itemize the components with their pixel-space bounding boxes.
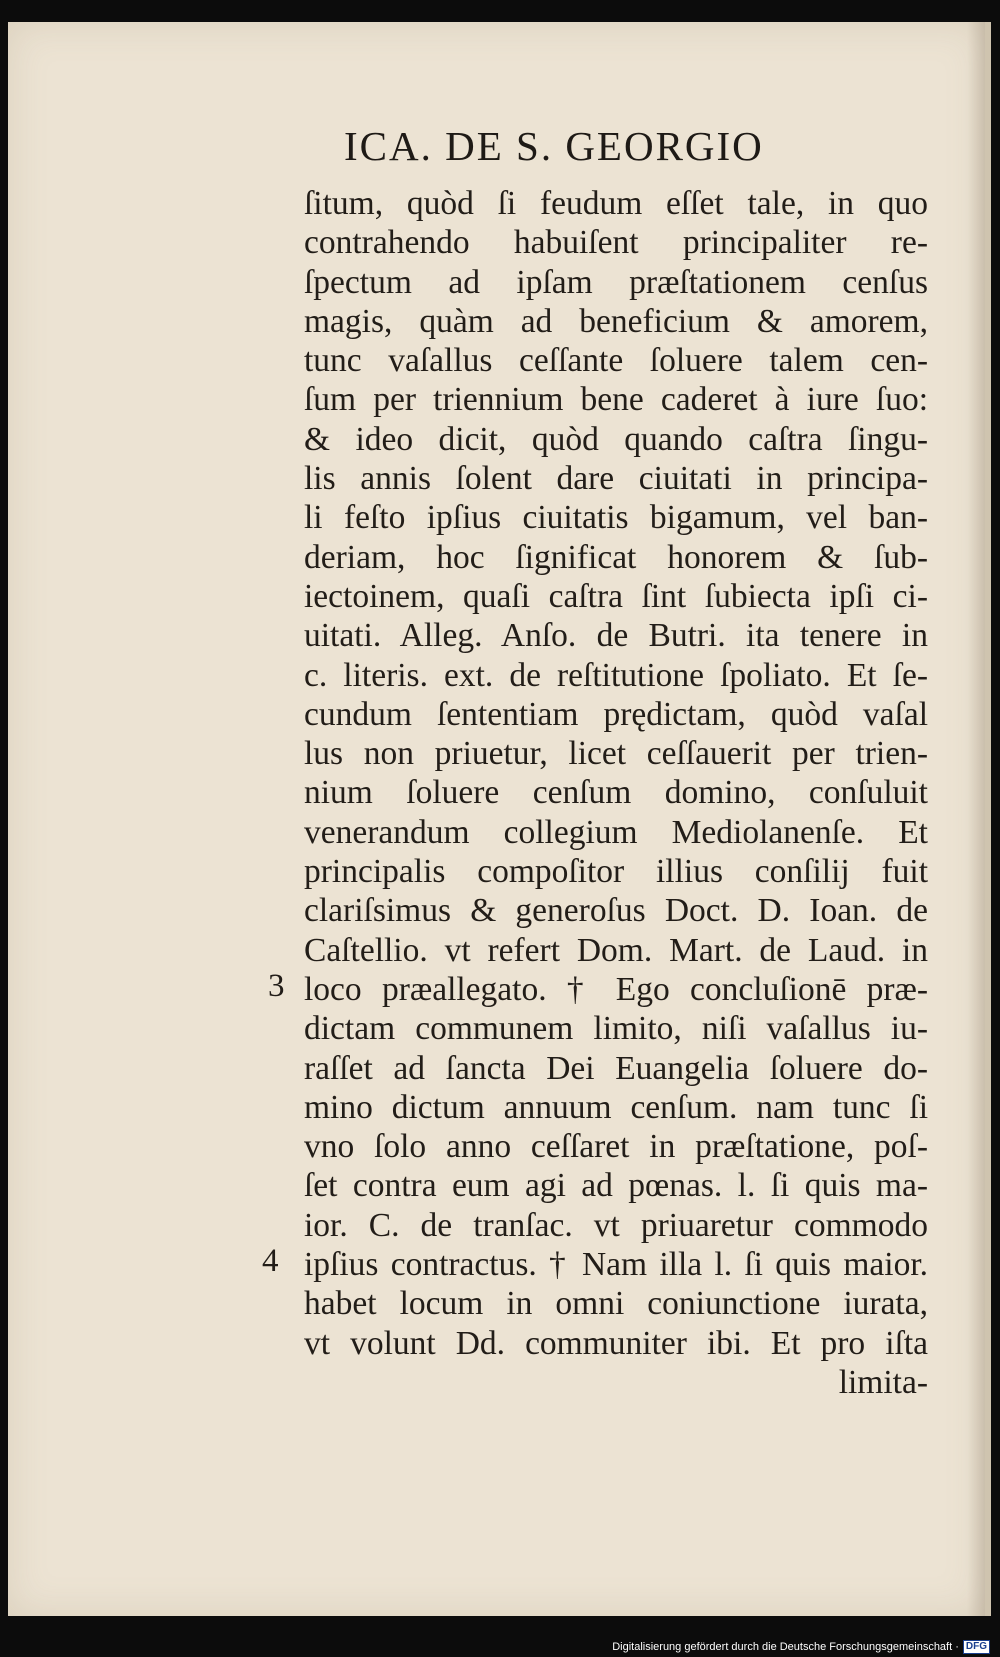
text-line: loco præallegato. † Ego concluſionē præ- (304, 970, 928, 1008)
text-line: habet locum in omni coniunctione iurata, (304, 1285, 928, 1323)
text-line: ior. C. de tranſac. vt priuaretur commodo (304, 1206, 928, 1244)
text-line: contrahendo habuiſent principaliter re- (304, 224, 928, 262)
text-line: vt volunt Dd. communiter ibi. Et pro iſta (304, 1324, 928, 1362)
text-line: uitati. Alleg. Anſo. de Butri. ita tenere in (304, 617, 928, 655)
margin-number: 3 (268, 968, 285, 1004)
text-line: clariſsimus & generoſus Doct. D. Ioan. de (304, 892, 928, 930)
book-page (8, 22, 991, 1616)
text-line: mino dictum annuum cenſum. nam tunc ſi (304, 1088, 928, 1126)
text-line: vno ſolo anno ceſſaret in præſtatione, poſ- (304, 1128, 928, 1166)
text-line: lus non priuetur, licet ceſſauerit per trien- (304, 735, 928, 773)
text-line: magis, quàm ad beneficium & amorem, (304, 302, 928, 340)
text-line: ſet contra eum agi ad pœnas. l. ſi quis ma- (304, 1167, 928, 1205)
text-line: deriam, hoc ſignificat honorem & ſub- (304, 538, 928, 576)
digitization-credit (612, 1640, 990, 1654)
text-line: tunc vaſallus ceſſante ſoluere talem cen- (304, 342, 928, 380)
text-line: venerandum collegium Mediolanenſe. Et (304, 813, 928, 851)
text-line: Caſtellio. vt refert Dom. Mart. de Laud. in (304, 931, 928, 969)
page-edge-shadow (967, 22, 985, 1616)
text-line: ſitum, quòd ſi feudum eſſet tale, in quo (304, 185, 928, 222)
text-line: iectoinem, quaſi caſtra ſint ſubiecta ipſi ci- (304, 577, 928, 615)
margin-number: 4 (262, 1243, 279, 1280)
text-line: lis annis ſolent dare ciuitati in principa- (304, 460, 928, 498)
text-line: & ideo dicit, quòd quando caſtra ſingu- (304, 420, 928, 458)
text-line: c. literis. ext. de reſtitutione ſpoliato. Et ſe- (304, 656, 928, 694)
text-line: ſum per triennium bene caderet à iure ſuo: (304, 381, 928, 419)
body-text (304, 184, 928, 1402)
text-line: nium ſoluere cenſum domino, conſuluit (304, 774, 928, 812)
text-line: cundum ſententiam prędictam, quòd vaſal (304, 695, 928, 733)
text-line: raſſet ad ſancta Dei Euangelia ſoluere do- (304, 1049, 928, 1087)
text-line: dictam communem limito, niſi vaſallus iu- (304, 1010, 928, 1048)
text-line: ſpectum ad ipſam præſtationem cenſus (304, 263, 928, 301)
dfg-logo: DFG (963, 1640, 990, 1654)
text-line: li feſto ipſius ciuitatis bigamum, vel ban- (304, 499, 928, 537)
text-line: limita- (838, 1363, 928, 1401)
credit-text: Digitalisierung gefördert durch die Deutsche Forschungsgemeinschaft · (612, 1641, 959, 1653)
text-line: ipſius contractus. † Nam illa l. ſi quis maior. (304, 1246, 928, 1284)
running-head: ICA. DE S. GEORGIO (344, 123, 764, 169)
text-line: principalis compoſitor illius conſilij fuit (304, 853, 928, 891)
